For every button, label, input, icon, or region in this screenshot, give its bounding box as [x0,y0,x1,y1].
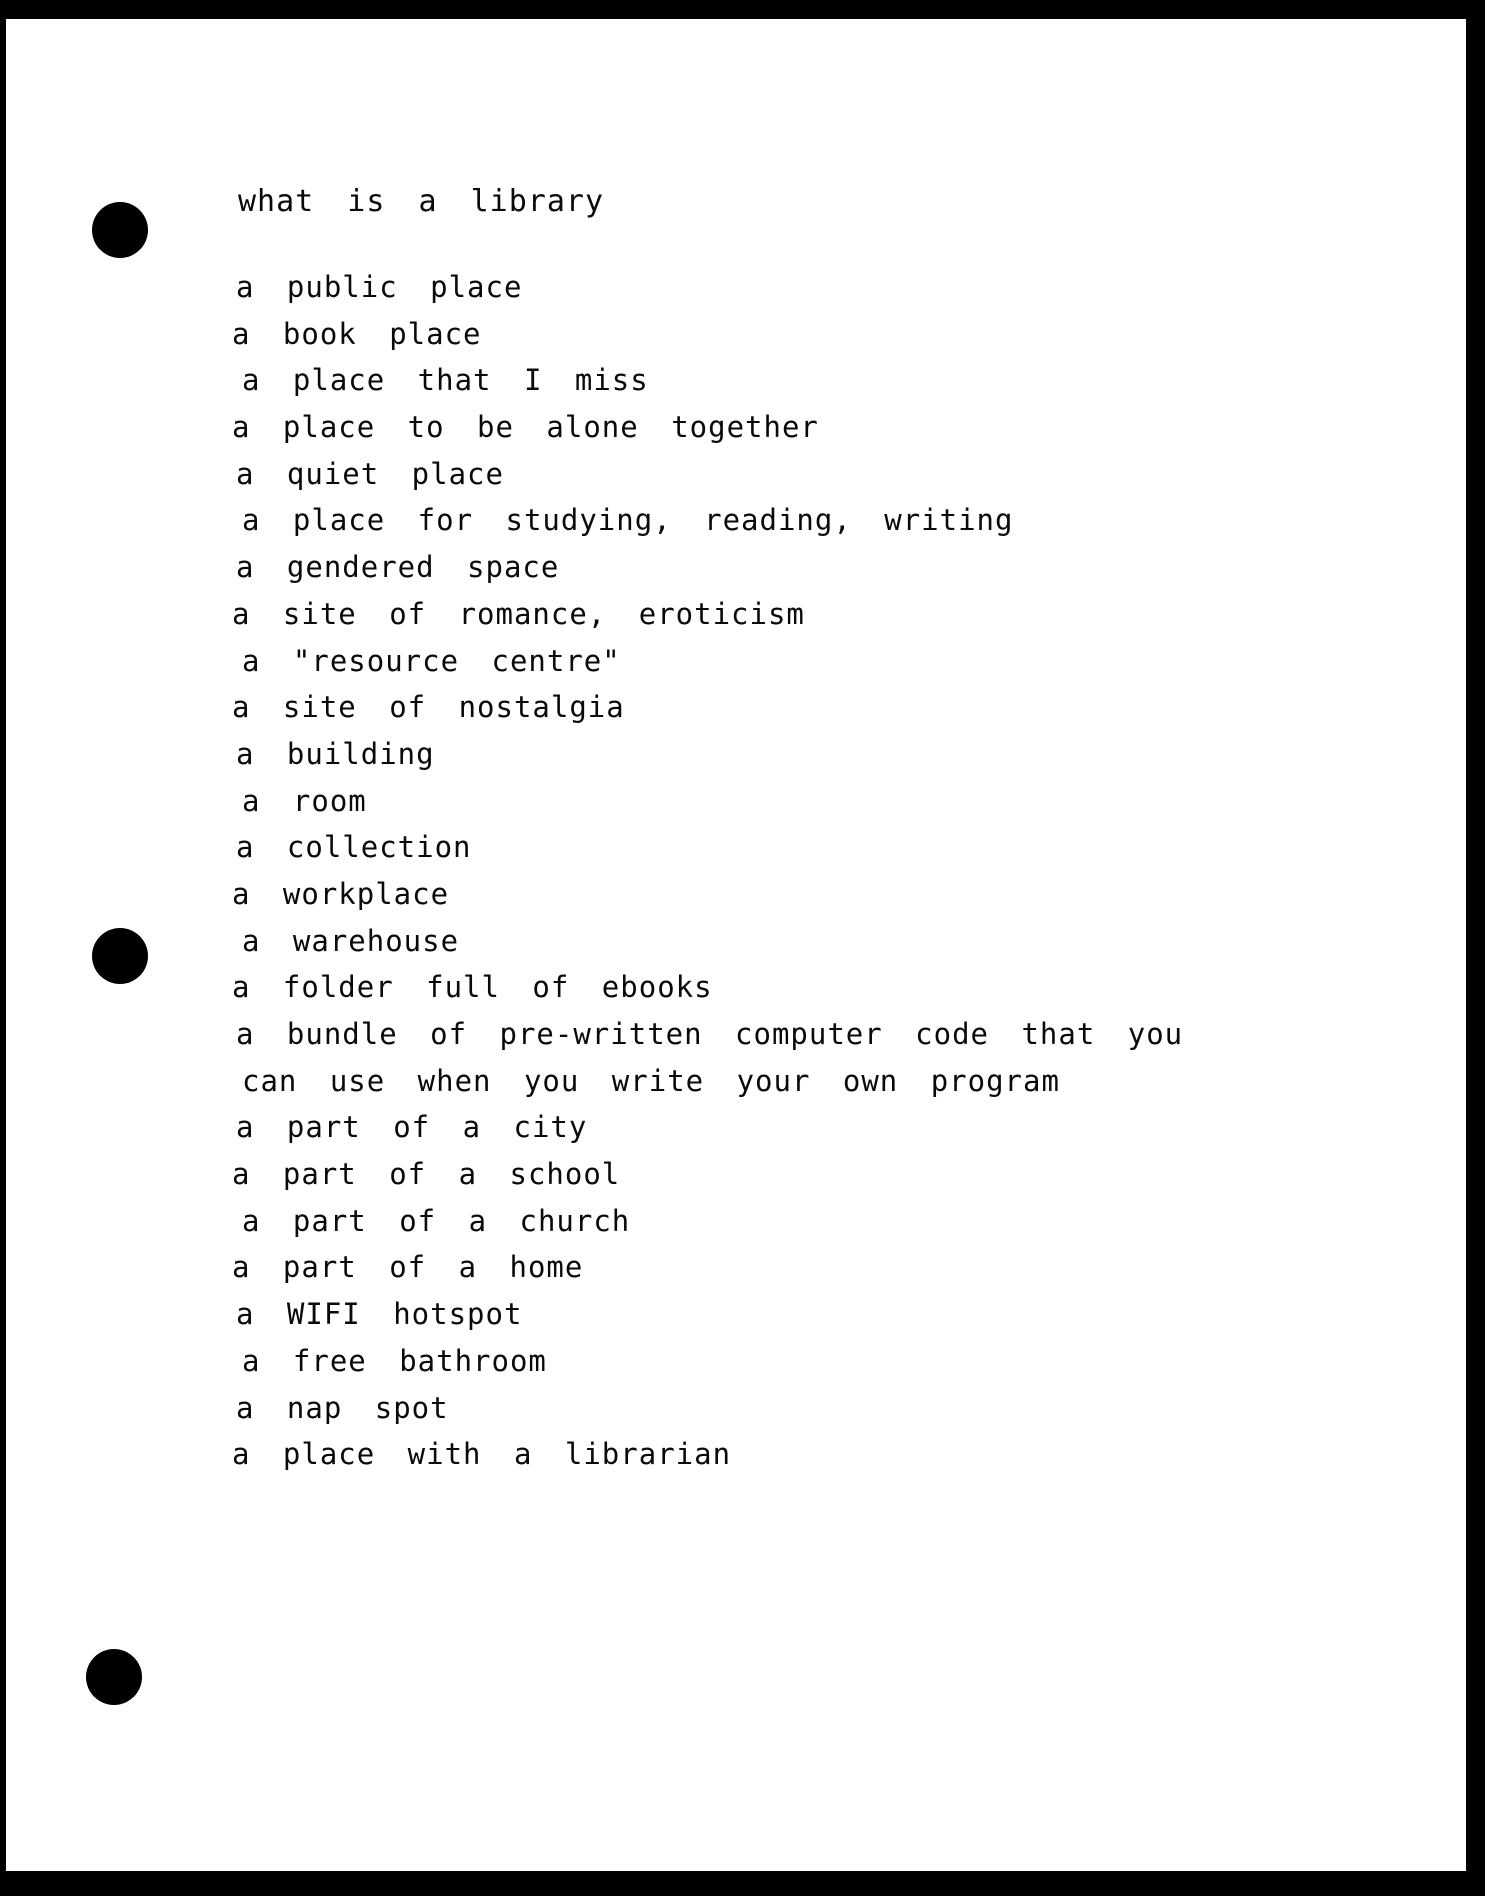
note-line: a workplace [232,876,450,911]
binder-hole-top [92,202,148,258]
note-line: a book place [232,316,482,351]
note-line: a site of nostalgia [232,690,625,725]
note-line: a "resource centre" [242,643,621,678]
note-line: a free bathroom [242,1343,547,1378]
note-line: a public place [236,270,523,304]
note-line: a part of a school [232,1157,621,1192]
note-line: a nap spot [236,1390,449,1425]
note-line: a warehouse [242,923,460,958]
blank-line [232,236,1312,264]
note-line: a place that I miss [242,363,649,398]
note-line: a place to be alone together [232,410,819,445]
binder-hole-middle [92,928,148,984]
note-line: a room [242,783,367,818]
note-lines [232,264,1312,1478]
note-title: what is a library [238,184,605,219]
note-line: a folder full of ebooks [232,970,713,1005]
note-line: a part of a church [242,1203,631,1238]
note-line: a WIFI hotspot [236,1297,523,1332]
note-line: a building [236,736,435,771]
note-line: a site of romance, eroticism [232,596,805,631]
note-line: a part of a city [236,1110,588,1145]
note-line: a gendered space [236,550,560,585]
handwritten-notes [232,168,1312,1478]
note-line: a part of a home [232,1250,584,1285]
note-line: a collection [236,830,472,865]
note-line: a place with a librarian [232,1437,732,1472]
binder-hole-bottom [86,1649,142,1705]
note-line: a quiet place [236,456,504,491]
note-line: a place for studying, reading, writing [242,503,1014,538]
note-line: can use when you write your own program [242,1063,1060,1098]
note-line: a bundle of pre-written computer code that you [236,1017,1184,1051]
